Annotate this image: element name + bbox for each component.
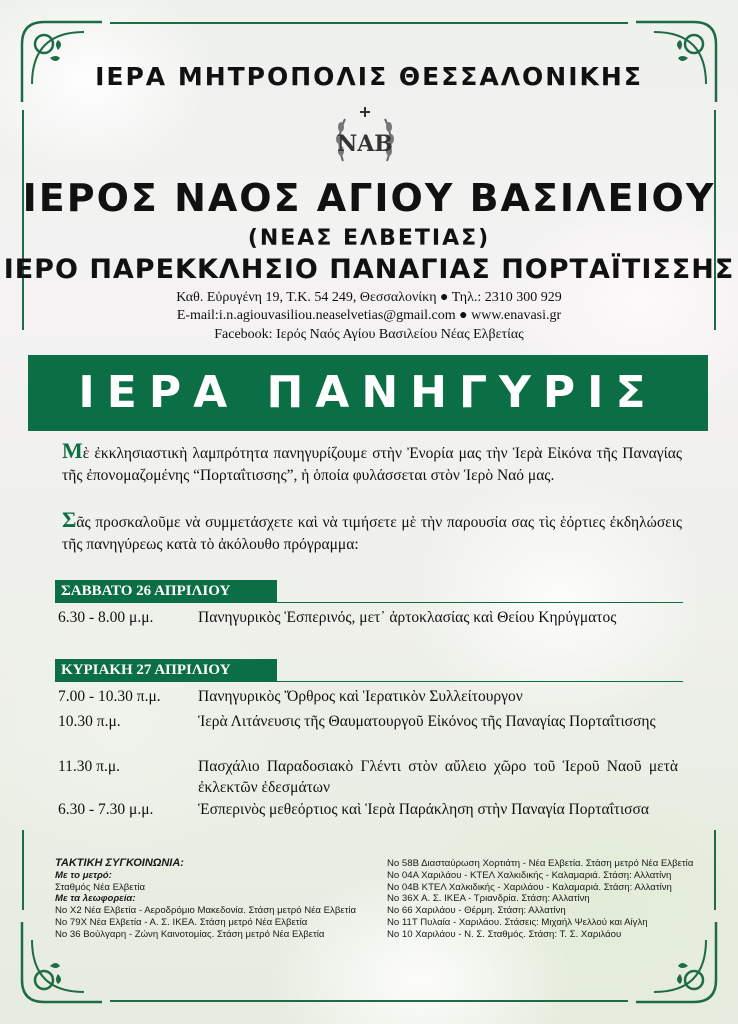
event-description: Πασχάλιο Παραδοσιακὸ Γλέντι στὸν αὔλειο χῶρο τοῦ Ἱεροῦ Ναοῦ μετὰ ἐκλεκτῶν ἐδεσμάτων	[198, 758, 678, 796]
day-header: ΚΥΡΙΑΚΗ 27 ΑΠΡΙΛΙΟΥ	[55, 659, 277, 682]
email-line[interactable]: E-mail:i.n.agiouvasiliou.neaselvetias@gmail.com ● www.enavasi.gr	[176, 308, 562, 323]
intro-paragraph-1	[62, 440, 682, 487]
church-emblem-icon	[329, 103, 401, 175]
bus-line: Νο 10 Χαριλάου - Ν. Σ. Σταθμός. Στάση: Τ. Σ. Χαριλάου	[387, 928, 622, 940]
bus-line: Νο 58Β Διασταύρωση Χορτιάτη - Νέα Ελβετία. Στάση μετρό Νέα Ελβετία	[387, 858, 694, 869]
metro-label: Με το μετρό:	[55, 869, 112, 881]
bus-label: Με τα λεωφορεία:	[55, 893, 136, 905]
day-divider	[55, 602, 683, 603]
intro-text: ὲ ἐκκλησιαστικὴ λαμπρότητα πανηγυρίζουμε στὴν Ἐνορία μας τὴν Ἱερὰ Εἰκόνα τῆς Παναγίας τῆς ἐπονομαζομένης “Πορταΐτισσης”, ἡ ὁποία φυλάσσεται στὸν Ἱερὸ Ναό μας.	[62, 445, 682, 484]
schedule-row	[58, 711, 678, 755]
event-description: Ἱερὰ Λιτάνευσις τῆς Θαυματουργοῦ Εἰκόνος τῆς Παναγίας Πορταΐτισσης	[198, 713, 656, 730]
event-time: 10.30 π.μ.	[58, 713, 121, 730]
frame-bottom-line	[110, 1000, 628, 1002]
bus-line: Νο 36 Βούλγαρη - Ζώνη Καινοτομίας. Στάση μετρό Νέα Ελβετία	[55, 928, 325, 940]
emblem-letters: ΝΑΒ	[337, 131, 393, 157]
frame-top-line	[110, 22, 628, 24]
transport-left-column	[55, 858, 375, 941]
transport-right-column	[387, 858, 717, 941]
chapel-title: ΙΕΡΟ ΠΑΡΕΚΚΛΗΣΙΟ ΠΑΝΑΓΙΑΣ ΠΟΡΤΑΪΤΙΣΣΗΣ	[3, 254, 735, 285]
church-title: ΙΕΡΟΣ ΝΑΟΣ ΑΓΙΟΥ ΒΑΣΙΛΕΙΟΥ	[22, 176, 716, 220]
day-header: ΣΑΒΒΑΤΟ 26 ΑΠΡΙΛΙΟΥ	[55, 580, 277, 603]
transport-title: ΤΑΚΤΙΚΗ ΣΥΓΚΟΙΝΩΝΙΑ:	[55, 857, 184, 869]
feast-banner: ΙΕΡΑ ΠΑΝΗΓΥΡΙΣ	[28, 355, 708, 431]
metropolis-title: ΙΕΡΑ ΜΗΤΡΟΠΟΛΙΣ ΘΕΣΣΑΛΟΝΙΚΗΣ	[95, 62, 643, 91]
intro-text: ᾶς προσκαλοῦμε νὰ συμμετάσχετε καὶ νὰ τιμήσετε μὲ τὴν παρουσία σας τὶς ἑόρτιες ἐκδηλώσεις τῆς πανηγύρεως κατὰ τὸ ἀκόλουθο πρόγραμμα:	[62, 514, 682, 553]
intro-paragraph-2	[62, 509, 682, 556]
event-time: 6.30 - 7.30 μ.μ.	[58, 801, 154, 818]
frame-left-line-bottom	[22, 830, 24, 910]
event-time: 11.30 π.μ.	[58, 758, 121, 775]
facebook-line[interactable]: Facebook: Ιερός Ναός Αγίου Βασιλείου Νέας Ελβετίας	[214, 327, 524, 342]
bus-line: Νο 04Α Χαριλάου - ΚΤΕΛ Χαλκιδικής - Καλαμαριά. Στάση: Αλλατίνη	[387, 869, 672, 881]
church-area: (ΝΕΑΣ ΕΛΒΕΤΙΑΣ)	[247, 226, 491, 251]
event-description: Ἑσπερινὸς μεθεόρτιος καὶ Ἱερὰ Παράκληση στὴν Παναγία Πορταΐτισσα	[198, 801, 649, 818]
bus-line: Νο 79Χ Νέα Ελβετία - Α. Σ. ΙΚΕΑ. Στάση μετρό Νέα Ελβετία	[55, 916, 308, 928]
bus-line: Νο 36Χ Α. Σ. ΙΚΕΑ - Τριανδρία. Στάση: Αλλατίνη	[387, 893, 590, 905]
bus-line: Νο 11Τ Πυλαία - Χαριλάου. Στάσεις: Μιχαήλ Ψελλού και Αίγλη	[387, 916, 648, 928]
bus-line: Νο 04Β ΚΤΕΛ Χαλκιδικής - Χαριλάου - Καλαμαριά. Στάση: Αλλατίνη	[387, 881, 672, 893]
metro-station: Σταθμός Νέα Ελβετία	[55, 881, 146, 893]
day-divider	[55, 681, 683, 682]
drop-cap: Σ	[62, 507, 77, 532]
schedule-row	[58, 686, 678, 707]
schedule-row	[58, 799, 678, 843]
event-description: Πανηγυρικὸς Ἑσπερινός, μετ᾽ ἀρτοκλασίας καὶ Θείου Κηρύγματος	[198, 609, 617, 626]
bus-line: Νο 66 Χαριλάου - Θέρμη. Στάση: Αλλατίνη	[387, 905, 566, 917]
drop-cap: Μ	[62, 438, 83, 463]
bus-line: Νο Χ2 Νέα Ελβετία - Αεροδρόμιο Μακεδονία. Στάση μετρό Νέα Ελβετία	[55, 905, 357, 917]
address-line: Καθ. Εὐρυγένη 19, Τ.Κ. 54 249, Θεσσαλονίκη ● Τηλ.: 2310 300 929	[176, 290, 562, 305]
event-description: Πανηγυρικὸς Ὄρθρος καὶ Ἱερατικὸν Συλλείτουργον	[198, 688, 523, 705]
schedule-row	[58, 607, 678, 651]
event-time: 6.30 - 8.00 μ.μ.	[58, 609, 154, 626]
event-time: 7.00 - 10.30 π.μ.	[58, 688, 161, 705]
schedule-row	[58, 756, 678, 800]
